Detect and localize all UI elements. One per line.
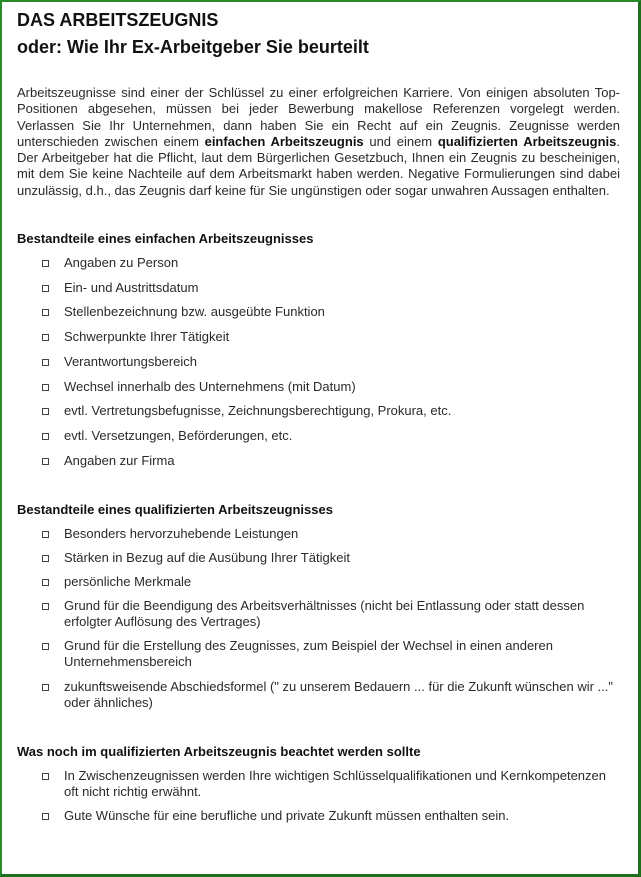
intro-paragraph	[17, 85, 620, 199]
intro-text-part: und einem	[363, 133, 438, 149]
simple-reference-list	[17, 255, 620, 469]
square-bullet-icon	[42, 408, 49, 415]
list-item-text: Stellenbezeichnung bzw. ausgeübte Funktion	[64, 304, 325, 320]
list-item-text: Stärken in Bezug auf die Ausübung Ihrer Tätigkeit	[64, 549, 350, 565]
list-item-text: Angaben zu Person	[64, 255, 179, 271]
square-bullet-icon	[42, 285, 49, 292]
square-bullet-icon	[42, 579, 49, 586]
list-item-text: Besonders hervorzuhebende Leistungen	[64, 525, 299, 541]
square-bullet-icon	[42, 643, 49, 650]
section-heading-qualified-reference: Bestandteile eines qualifizierten Arbeitszeugnisses	[17, 501, 333, 517]
list-item-text: Schwerpunkte Ihrer Tätigkeit	[64, 329, 230, 345]
list-item	[17, 280, 620, 296]
notes-list	[17, 768, 620, 824]
list-item	[17, 428, 620, 444]
square-bullet-icon	[42, 773, 49, 780]
square-bullet-icon	[42, 309, 49, 316]
list-item	[17, 453, 620, 469]
square-bullet-icon	[42, 555, 49, 562]
document-content	[17, 8, 620, 832]
page-title: DAS ARBEITSZEUGNIS	[17, 10, 219, 30]
list-item-text: Grund für die Beendigung des Arbeitsverhältnisses (nicht bei Entlassung oder statt dessen erfolgter Auflösung des Vertrages)	[64, 598, 585, 630]
square-bullet-icon	[42, 260, 49, 267]
list-item-text: Verantwortungsbereich	[64, 353, 197, 369]
list-item-text: evtl. Versetzungen, Beförderungen, etc.	[64, 427, 293, 443]
list-item	[17, 598, 620, 630]
list-item-text: Angaben zur Firma	[64, 452, 175, 468]
list-item-text: Grund für die Erstellung des Zeugnisses, zum Beispiel der Wechsel in einen anderen Unternehmensbereich	[64, 638, 553, 670]
list-item	[17, 379, 620, 395]
list-item	[17, 403, 620, 419]
square-bullet-icon	[42, 458, 49, 465]
square-bullet-icon	[42, 531, 49, 538]
list-item-text: zukunftsweisende Abschiedsformel (" zu unserem Bedauern ... für die Zukunft wünschen wir ..." oder ähnliches)	[64, 678, 613, 710]
square-bullet-icon	[42, 603, 49, 610]
list-item-text: Gute Wünsche für eine berufliche und private Zukunft müssen enthalten sein.	[64, 807, 510, 823]
intro-bold-term: einfachen Arbeitszeugnis	[204, 133, 364, 149]
square-bullet-icon	[42, 334, 49, 341]
page-subtitle: oder: Wie Ihr Ex-Arbeitgeber Sie beurteilt	[17, 37, 369, 57]
list-item	[17, 679, 620, 711]
list-item	[17, 526, 620, 542]
list-item-text: Ein- und Austrittsdatum	[64, 279, 199, 295]
section-heading-simple-reference: Bestandteile eines einfachen Arbeitszeugnisses	[17, 231, 314, 247]
list-item	[17, 574, 620, 590]
list-item-text: Wechsel innerhalb des Unternehmens (mit Datum)	[64, 378, 356, 394]
list-item	[17, 808, 620, 824]
intro-text-part: Arbeitszeugnisse sind einer der Schlüssel zu einer erfolgreichen Karriere. Von einigen absoluten Top-Positionen abgesehen, müssen bei jeder Bewerbung makellose Referenzen vorgelegt werden. Verlassen Sie Ihr Unternehmen, dann haben Sie ein Recht auf ein Zeugnis. Zeugnisse werden unterschieden zwischen einem	[17, 85, 620, 149]
intro-text-part: . Der Arbeitgeber hat die Pflicht, laut dem Bürgerlichen Gesetzbuch, Ihnen ein Zeugnis zu bescheinigen, mit dem Sie keine Nachteile auf dem Arbeitsmarkt haben werden. Negative Formulierungen sind dabei unzulässig, d.h., das Zeugnis darf keine für Sie ungünstigen oder sogar unwahren Aussagen enthalten.	[17, 133, 620, 198]
list-item	[17, 354, 620, 370]
list-item	[17, 768, 620, 800]
list-item-text: evtl. Vertretungsbefugnisse, Zeichnungsberechtigung, Prokura, etc.	[64, 403, 452, 419]
list-item	[17, 255, 620, 271]
list-item-text: persönliche Merkmale	[64, 573, 192, 589]
square-bullet-icon	[42, 813, 49, 820]
square-bullet-icon	[42, 684, 49, 691]
list-item	[17, 550, 620, 566]
intro-bold-term: qualifizierten Arbeitszeugnis	[437, 133, 617, 149]
qualified-reference-list	[17, 526, 620, 711]
square-bullet-icon	[42, 359, 49, 366]
list-item-text: In Zwischenzeugnissen werden Ihre wichtigen Schlüsselqualifikationen und Kernkompetenzen oft nicht richtig erwähnt.	[64, 767, 606, 799]
square-bullet-icon	[42, 384, 49, 391]
list-item	[17, 329, 620, 345]
square-bullet-icon	[42, 433, 49, 440]
section-heading-notes: Was noch im qualifizierten Arbeitszeugnis beachtet werden sollte	[17, 743, 421, 759]
list-item	[17, 304, 620, 320]
list-item	[17, 638, 620, 670]
